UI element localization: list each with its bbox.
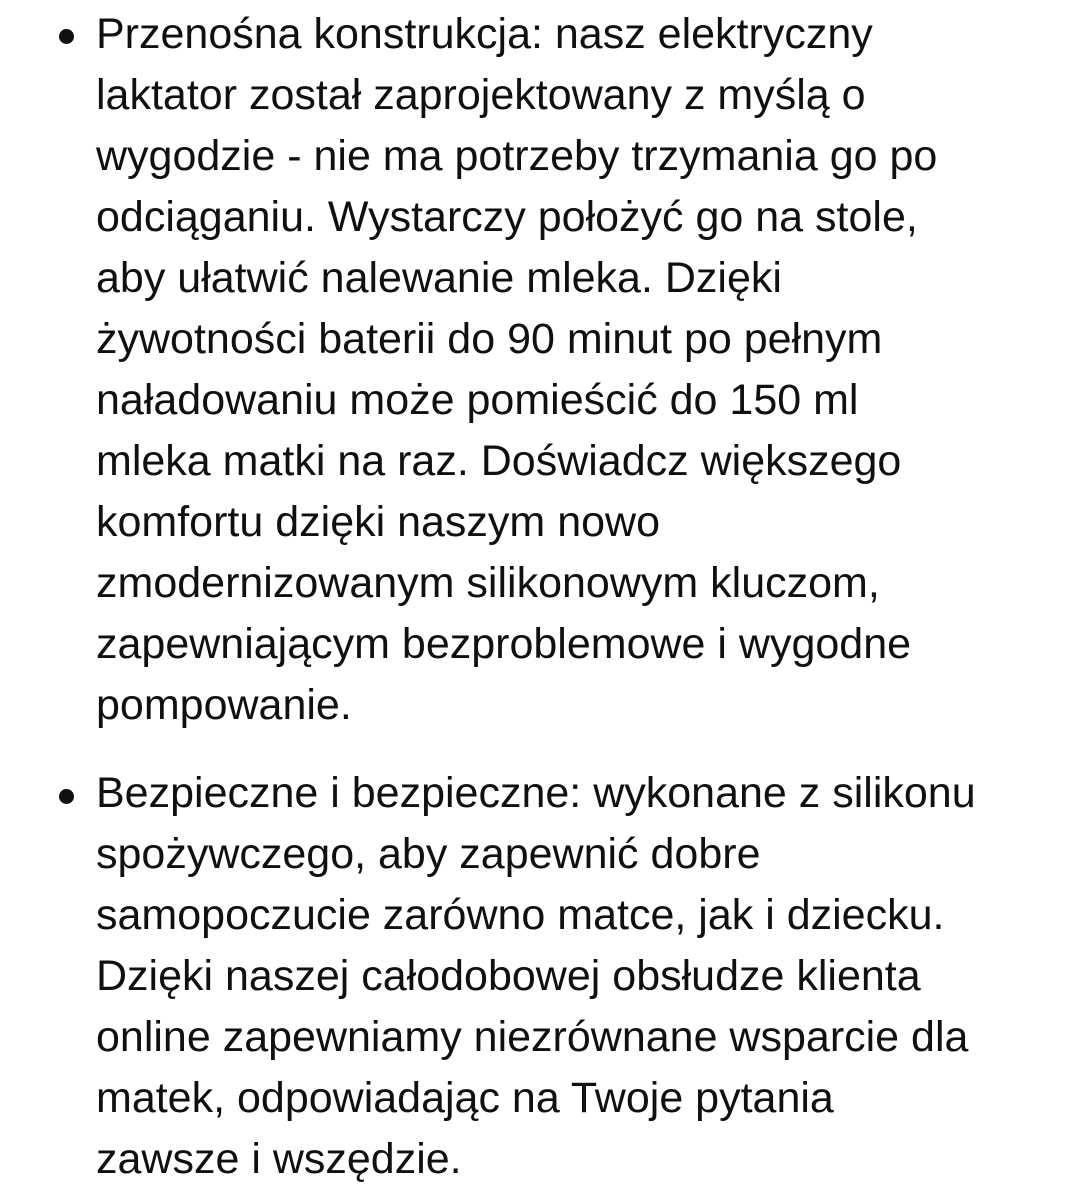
bullet-text-line: Przenośna konstrukcja: nasz elektryczny [96, 10, 873, 58]
bullet-text-line: zapewniającym bezproblemowe i wygodne [96, 620, 912, 668]
bullet-text-line: Bezpieczne i bezpieczne: wykonane z silikonu [96, 769, 976, 817]
bullet-text-line: żywotności baterii do 90 minut po pełnym [96, 315, 883, 363]
bullet-text-line: naładowaniu może pomieścić do 150 ml [96, 376, 859, 424]
bullet-dot-icon [59, 789, 74, 804]
bullet-text-line: matek, odpowiadając na Twoje pytania [96, 1074, 834, 1122]
bullet-text-line: odciąganiu. Wystarczy położyć go na stole, [96, 193, 918, 241]
bullet-text-line: zawsze i wszędzie. [96, 1135, 462, 1183]
bullet-text-line: komfortu dzięki naszym nowo [96, 498, 660, 546]
bullet-text-line: pompowanie. [96, 681, 352, 729]
bullet-text-line: spożywczego, aby zapewnić dobre [96, 830, 761, 878]
bullet-text-line: online zapewniamy niezrównane wsparcie dla [96, 1013, 969, 1061]
bullet-text-line: mleka matki na raz. Doświadcz większego [96, 437, 902, 485]
bullet-text-line: zmodernizowanym silikonowym kluczom, [96, 559, 880, 607]
bullet-text-line: wygodzie - nie ma potrzeby trzymania go po [96, 132, 938, 180]
bullet-dot-icon [59, 29, 74, 44]
bullet-text-line: Dzięki naszej całodobowej obsłudze klienta [96, 952, 921, 1000]
feature-bullet-safety [0, 763, 1076, 1190]
bullet-text-line: aby ułatwić nalewanie mleka. Dzięki [96, 254, 782, 302]
bullet-text-line: laktator został zaprojektowany z myślą o [96, 71, 866, 119]
bullet-text-line: samopoczucie zarówno matce, jak i dziecku. [96, 891, 945, 939]
